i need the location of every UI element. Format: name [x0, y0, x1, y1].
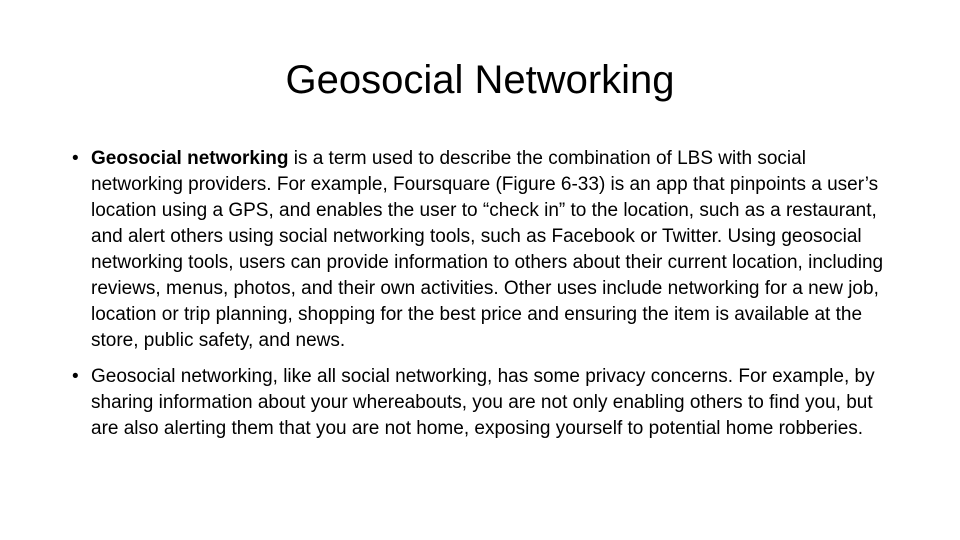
bullet-list [72, 146, 894, 452]
bullet-item-1 [72, 146, 894, 354]
bullet-term: Geosocial networking [91, 148, 289, 169]
slide-title: Geosocial Networking [285, 58, 675, 102]
bullet-item-2 [72, 364, 894, 442]
bullet-text: is a term used to describe the combination of LBS with social networking providers. For example, Foursquare (Figure 6-33) is an app that pinpoints a user’s location using a GPS, and enables the user to “check in” to the location, such as a restaurant, and alert others using social networking tools, such as Facebook or Twitter. Using geosocial networking tools, users can provide information to others about their current location, including reviews, menus, photos, and their own activities. Other uses include networking for a new job, location or trip planning, shopping for the best price and ensuring the item is available at the store, public safety, and news. [91, 148, 884, 351]
bullet-text: Geosocial networking, like all social networking, has some privacy concerns. For example, by sharing information about your whereabouts, you are not only enabling others to find you, but are also alerting them that you are not home, exposing yourself to potential home robberies. [91, 366, 875, 439]
bullet-icon: • [72, 148, 79, 169]
bullet-icon: • [72, 366, 79, 387]
